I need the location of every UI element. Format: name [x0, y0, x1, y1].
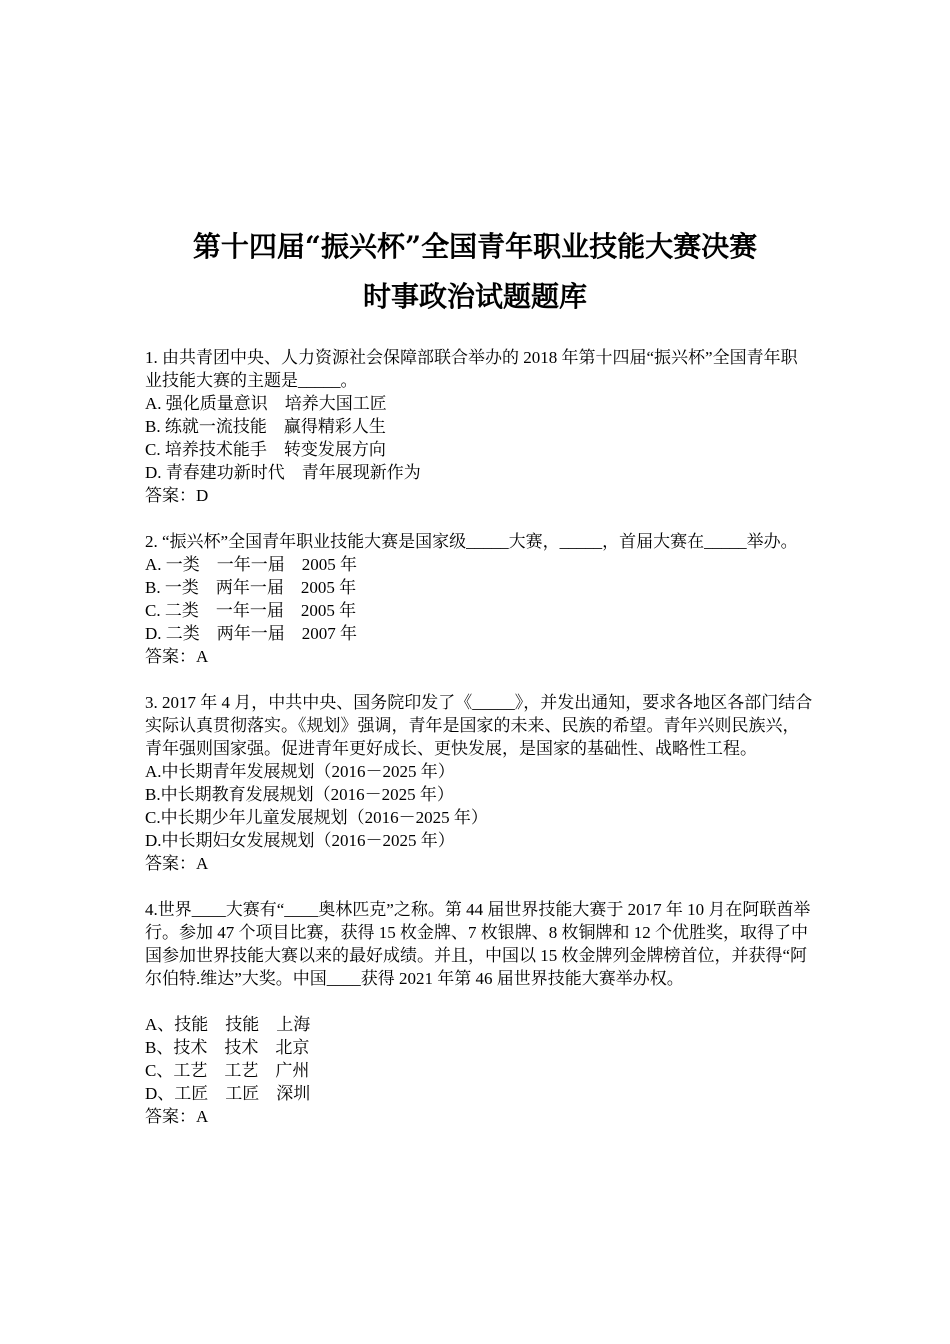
option-b: B.中长期教育发展规划（2016－2025 年）: [145, 785, 454, 804]
option-a: A、技能 技能 上海: [145, 1015, 311, 1034]
option-c: C. 培养技术能手 转变发展方向: [145, 440, 386, 459]
question-stem: 1. 由共青团中央、人力资源社会保障部联合举办的 2018 年第十四届“振兴杯”全国青年职业技能大赛的主题是_____。: [145, 348, 798, 390]
blank-line: [145, 990, 813, 1013]
option-d: D. 二类 两年一届 2007 年: [145, 624, 358, 643]
option-b: B、技术 技术 北京: [145, 1038, 310, 1057]
option-b: B. 练就一流技能 赢得精彩人生: [145, 417, 386, 436]
title-line-2: 时事政治试题题库: [362, 280, 587, 313]
question-4: [145, 898, 813, 1128]
option-d: D.中长期妇女发展规划（2016－2025 年）: [145, 831, 455, 850]
option-c: C. 二类 一年一届 2005 年: [145, 601, 357, 620]
answer-line: 答案：A: [145, 647, 209, 666]
answer-line: 答案：A: [145, 854, 209, 873]
option-c: C.中长期少年儿童发展规划（2016－2025 年）: [145, 808, 488, 827]
answer-line: 答案：D: [145, 486, 209, 505]
option-a: A. 强化质量意识 培养大国工匠: [145, 394, 387, 413]
option-a: A. 一类 一年一届 2005 年: [145, 555, 358, 574]
option-a: A.中长期青年发展规划（2016－2025 年）: [145, 762, 455, 781]
question-stem: 4.世界____大赛有“____奥林匹克”之称。第 44 届世界技能大赛于 2017 年 10 月在阿联酋举行。参加 47 个项目比赛，获得 15 枚金牌、7 枚银牌、8 枚铜牌和 12 个优胜奖，取得了中国参加世界技能大赛以来的最好成绩。并且，中国以 15 枚金牌列金牌榜首位，并获得“阿尔伯特.维达”大奖。中国____获得 2021 年第 46 届世界技能大赛举办权。: [145, 900, 811, 988]
question-2: [145, 530, 813, 668]
option-d: D、工匠 工匠 深圳: [145, 1084, 311, 1103]
question-1: [145, 346, 813, 507]
option-c: C、工艺 工艺 广州: [145, 1061, 310, 1080]
question-3: [145, 691, 813, 875]
option-d: D. 青春建功新时代 青年展现新作为: [145, 463, 421, 482]
question-list: [145, 346, 813, 1151]
document-title: [0, 222, 950, 322]
title-line-1: 第十四届“振兴杯”全国青年职业技能大赛决赛: [192, 230, 758, 263]
answer-line: 答案：A: [145, 1107, 209, 1126]
option-b: B. 一类 两年一届 2005 年: [145, 578, 357, 597]
question-stem: 2. “振兴杯”全国青年职业技能大赛是国家级_____大赛，_____，首届大赛在_____举办。: [145, 532, 798, 551]
question-stem: 3. 2017 年 4 月，中共中央、国务院印发了《_____》，并发出通知，要求各地区各部门结合实际认真贯彻落实。《规划》强调，青年是国家的未来、民族的希望。青年兴则民族兴，青年强则国家强。促进青年更好成长、更快发展，是国家的基础性、战略性工程。: [145, 693, 813, 758]
